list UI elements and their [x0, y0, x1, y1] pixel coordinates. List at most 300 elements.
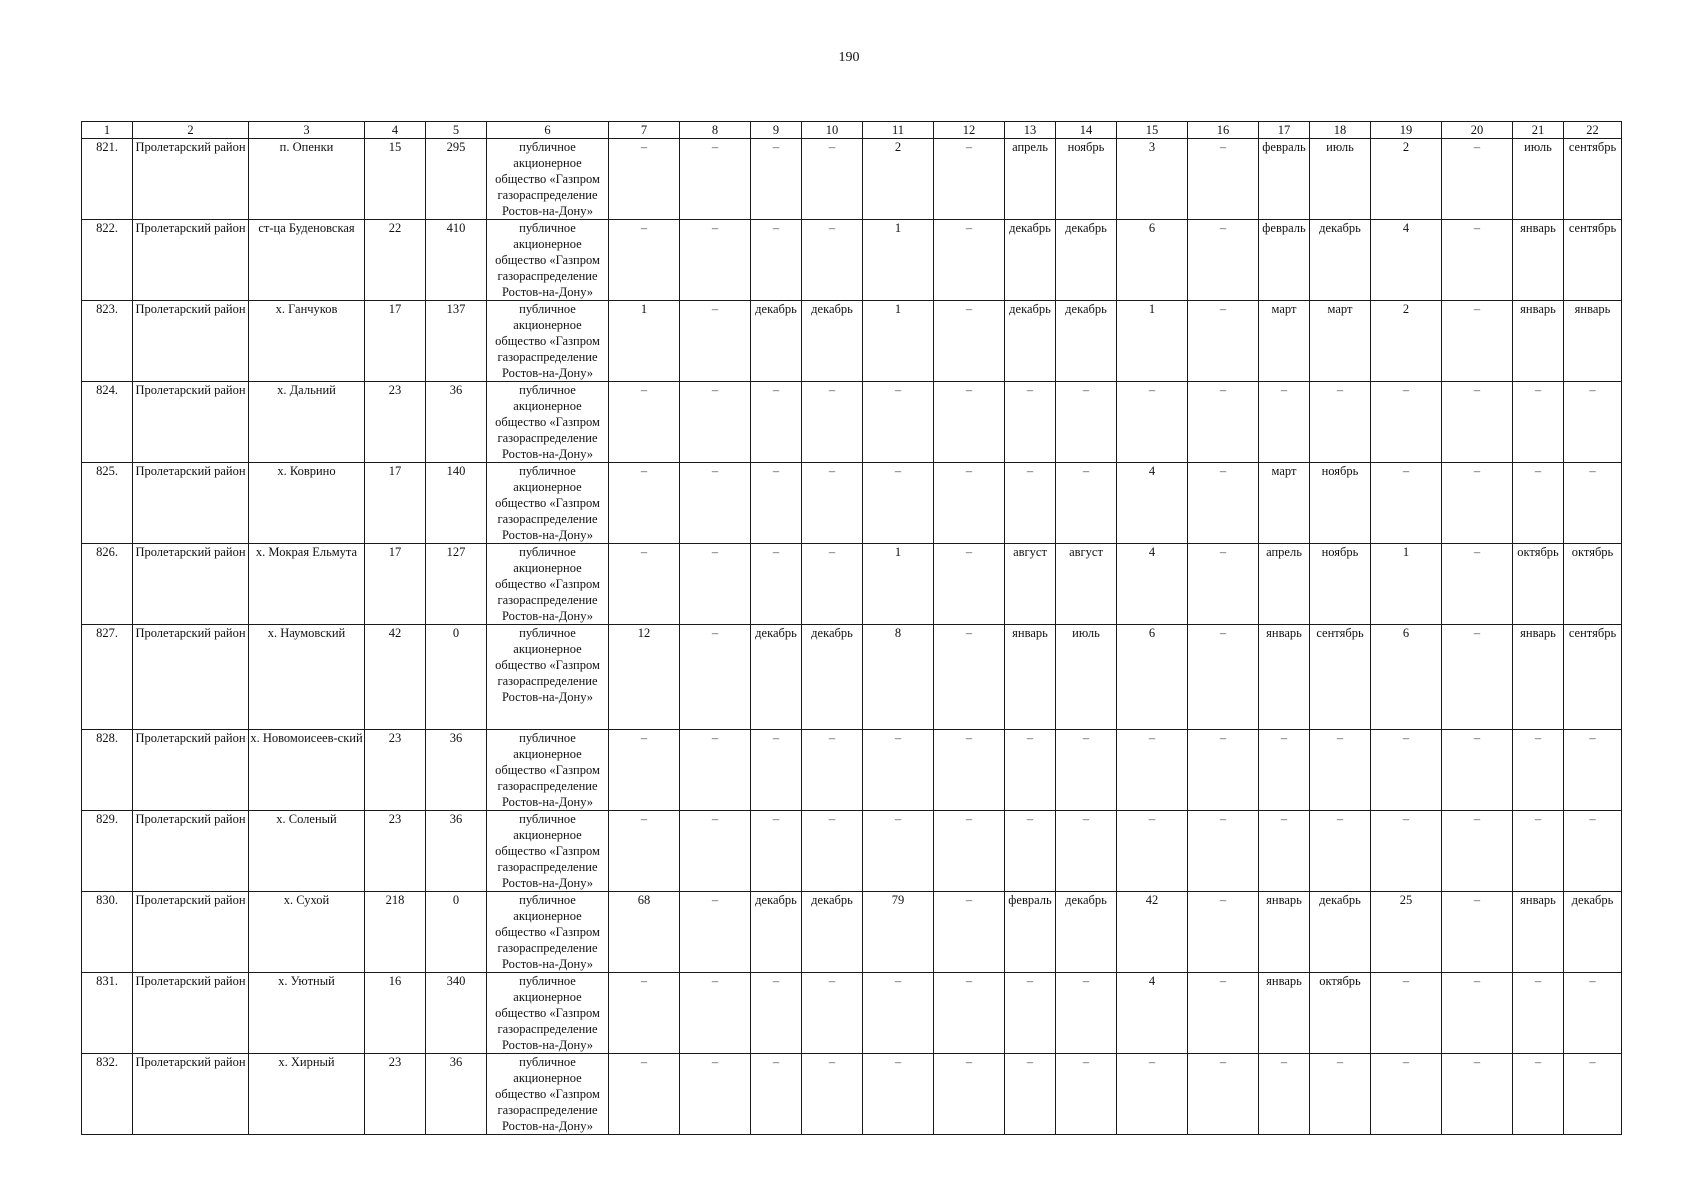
col-4-value-cell: 23	[365, 382, 426, 463]
col-12-value-cell: –	[934, 892, 1005, 973]
col-10-value-cell: –	[802, 973, 863, 1054]
col-20-value-cell: –	[1442, 463, 1513, 544]
col-15-value-cell: 6	[1117, 220, 1188, 301]
col-7-value-cell: –	[609, 973, 680, 1054]
col-4-value-cell: 218	[365, 892, 426, 973]
table-body	[82, 122, 1622, 1135]
col-5-value-cell: 36	[426, 811, 487, 892]
col-14-value-cell: июль	[1056, 625, 1117, 730]
col-9-value-cell: –	[751, 1054, 802, 1135]
column-header-2: 2	[133, 122, 249, 139]
col-15-value-cell: –	[1117, 382, 1188, 463]
district-cell: Пролетарский район	[133, 730, 249, 811]
col-18-value-cell: декабрь	[1310, 892, 1371, 973]
col-12-value-cell: –	[934, 220, 1005, 301]
col-16-value-cell: –	[1188, 301, 1259, 382]
col-19-value-cell: 4	[1371, 220, 1442, 301]
col-5-value-cell: 140	[426, 463, 487, 544]
col-18-value-cell: октябрь	[1310, 973, 1371, 1054]
col-19-value-cell: –	[1371, 382, 1442, 463]
col-14-value-cell: декабрь	[1056, 220, 1117, 301]
operator-cell: публичное акционерное общество «Газпром газораспределение Ростов-на-Дону»	[487, 544, 609, 625]
col-19-value-cell: 25	[1371, 892, 1442, 973]
col-16-value-cell: –	[1188, 892, 1259, 973]
col-13-value-cell: август	[1005, 544, 1056, 625]
col-10-value-cell: –	[802, 730, 863, 811]
page-number: 190	[838, 50, 860, 65]
col-11-value-cell: 1	[863, 301, 934, 382]
col-18-value-cell: декабрь	[1310, 220, 1371, 301]
col-8-value-cell: –	[680, 463, 751, 544]
col-11-value-cell: –	[863, 730, 934, 811]
col-7-value-cell: –	[609, 220, 680, 301]
table-row	[82, 301, 1622, 382]
col-10-value-cell: –	[802, 811, 863, 892]
col-10-value-cell: –	[802, 220, 863, 301]
col-16-value-cell: –	[1188, 220, 1259, 301]
col-16-value-cell: –	[1188, 625, 1259, 730]
column-header-7: 7	[609, 122, 680, 139]
col-15-value-cell: 42	[1117, 892, 1188, 973]
col-5-value-cell: 410	[426, 220, 487, 301]
col-14-value-cell: –	[1056, 730, 1117, 811]
column-header-9: 9	[751, 122, 802, 139]
col-21-value-cell: июль	[1513, 139, 1564, 220]
col-21-value-cell: январь	[1513, 220, 1564, 301]
col-19-value-cell: –	[1371, 811, 1442, 892]
column-header-12: 12	[934, 122, 1005, 139]
col-4-value-cell: 42	[365, 625, 426, 730]
column-header-18: 18	[1310, 122, 1371, 139]
col-22-value-cell: сентябрь	[1564, 220, 1622, 301]
col-5-value-cell: 36	[426, 1054, 487, 1135]
col-11-value-cell: 2	[863, 139, 934, 220]
table-row	[82, 892, 1622, 973]
col-7-value-cell: –	[609, 730, 680, 811]
col-18-value-cell: ноябрь	[1310, 463, 1371, 544]
col-8-value-cell: –	[680, 811, 751, 892]
col-14-value-cell: –	[1056, 382, 1117, 463]
table-row	[82, 1054, 1622, 1135]
operator-cell: публичное акционерное общество «Газпром газораспределение Ростов-на-Дону»	[487, 625, 609, 730]
col-22-value-cell: декабрь	[1564, 892, 1622, 973]
col-12-value-cell: –	[934, 811, 1005, 892]
operator-cell: публичное акционерное общество «Газпром газораспределение Ростов-на-Дону»	[487, 139, 609, 220]
col-13-value-cell: –	[1005, 811, 1056, 892]
col-14-value-cell: –	[1056, 973, 1117, 1054]
operator-cell: публичное акционерное общество «Газпром газораспределение Ростов-на-Дону»	[487, 811, 609, 892]
settlement-cell: п. Опенки	[249, 139, 365, 220]
col-11-value-cell: –	[863, 811, 934, 892]
col-15-value-cell: 4	[1117, 973, 1188, 1054]
col-18-value-cell: –	[1310, 382, 1371, 463]
operator-cell: публичное акционерное общество «Газпром газораспределение Ростов-на-Дону»	[487, 301, 609, 382]
col-12-value-cell: –	[934, 139, 1005, 220]
col-21-value-cell: –	[1513, 811, 1564, 892]
operator-cell: публичное акционерное общество «Газпром газораспределение Ростов-на-Дону»	[487, 220, 609, 301]
settlement-cell: х. Ганчуков	[249, 301, 365, 382]
column-header-8: 8	[680, 122, 751, 139]
col-21-value-cell: январь	[1513, 892, 1564, 973]
col-15-value-cell: 4	[1117, 544, 1188, 625]
column-header-20: 20	[1442, 122, 1513, 139]
col-17-value-cell: январь	[1259, 625, 1310, 730]
col-16-value-cell: –	[1188, 139, 1259, 220]
col-13-value-cell: декабрь	[1005, 301, 1056, 382]
district-cell: Пролетарский район	[133, 544, 249, 625]
col-12-value-cell: –	[934, 463, 1005, 544]
col-18-value-cell: –	[1310, 1054, 1371, 1135]
col-9-value-cell: –	[751, 139, 802, 220]
col-16-value-cell: –	[1188, 382, 1259, 463]
col-10-value-cell: –	[802, 463, 863, 544]
col-9-value-cell: –	[751, 973, 802, 1054]
col-17-value-cell: –	[1259, 382, 1310, 463]
col-17-value-cell: –	[1259, 730, 1310, 811]
district-cell: Пролетарский район	[133, 625, 249, 730]
col-16-value-cell: –	[1188, 811, 1259, 892]
col-7-value-cell: –	[609, 811, 680, 892]
col-4-value-cell: 22	[365, 220, 426, 301]
col-5-value-cell: 0	[426, 625, 487, 730]
col-10-value-cell: декабрь	[802, 625, 863, 730]
col-15-value-cell: 3	[1117, 139, 1188, 220]
col-15-value-cell: 1	[1117, 301, 1188, 382]
col-14-value-cell: –	[1056, 463, 1117, 544]
col-22-value-cell: сентябрь	[1564, 139, 1622, 220]
col-11-value-cell: 8	[863, 625, 934, 730]
row-number-cell: 825.	[82, 463, 133, 544]
col-18-value-cell: июль	[1310, 139, 1371, 220]
col-19-value-cell: –	[1371, 730, 1442, 811]
col-20-value-cell: –	[1442, 730, 1513, 811]
col-22-value-cell: октябрь	[1564, 544, 1622, 625]
operator-cell: публичное акционерное общество «Газпром газораспределение Ростов-на-Дону»	[487, 730, 609, 811]
col-17-value-cell: февраль	[1259, 220, 1310, 301]
col-20-value-cell: –	[1442, 382, 1513, 463]
col-10-value-cell: –	[802, 1054, 863, 1135]
col-8-value-cell: –	[680, 220, 751, 301]
col-5-value-cell: 127	[426, 544, 487, 625]
table-row	[82, 382, 1622, 463]
col-17-value-cell: январь	[1259, 892, 1310, 973]
col-21-value-cell: –	[1513, 1054, 1564, 1135]
col-10-value-cell: –	[802, 139, 863, 220]
col-4-value-cell: 16	[365, 973, 426, 1054]
col-15-value-cell: –	[1117, 1054, 1188, 1135]
row-number-cell: 830.	[82, 892, 133, 973]
col-13-value-cell: –	[1005, 973, 1056, 1054]
district-cell: Пролетарский район	[133, 1054, 249, 1135]
column-header-19: 19	[1371, 122, 1442, 139]
col-7-value-cell: –	[609, 544, 680, 625]
col-17-value-cell: январь	[1259, 973, 1310, 1054]
row-number-cell: 831.	[82, 973, 133, 1054]
column-header-3: 3	[249, 122, 365, 139]
col-21-value-cell: октябрь	[1513, 544, 1564, 625]
settlement-cell: х. Наумовский	[249, 625, 365, 730]
col-21-value-cell: январь	[1513, 625, 1564, 730]
col-13-value-cell: декабрь	[1005, 220, 1056, 301]
col-5-value-cell: 295	[426, 139, 487, 220]
col-4-value-cell: 15	[365, 139, 426, 220]
col-14-value-cell: –	[1056, 811, 1117, 892]
col-19-value-cell: –	[1371, 973, 1442, 1054]
col-21-value-cell: –	[1513, 973, 1564, 1054]
col-17-value-cell: март	[1259, 463, 1310, 544]
col-8-value-cell: –	[680, 892, 751, 973]
col-10-value-cell: декабрь	[802, 892, 863, 973]
col-11-value-cell: 1	[863, 220, 934, 301]
col-5-value-cell: 137	[426, 301, 487, 382]
col-7-value-cell: –	[609, 382, 680, 463]
col-16-value-cell: –	[1188, 1054, 1259, 1135]
col-4-value-cell: 17	[365, 544, 426, 625]
col-4-value-cell: 17	[365, 301, 426, 382]
column-header-10: 10	[802, 122, 863, 139]
operator-cell: публичное акционерное общество «Газпром газораспределение Ростов-на-Дону»	[487, 1054, 609, 1135]
col-4-value-cell: 23	[365, 1054, 426, 1135]
row-number-cell: 824.	[82, 382, 133, 463]
column-header-15: 15	[1117, 122, 1188, 139]
col-20-value-cell: –	[1442, 625, 1513, 730]
column-header-21: 21	[1513, 122, 1564, 139]
col-10-value-cell: –	[802, 382, 863, 463]
col-5-value-cell: 36	[426, 382, 487, 463]
col-9-value-cell: –	[751, 220, 802, 301]
operator-cell: публичное акционерное общество «Газпром газораспределение Ростов-на-Дону»	[487, 973, 609, 1054]
col-9-value-cell: декабрь	[751, 301, 802, 382]
col-12-value-cell: –	[934, 625, 1005, 730]
col-16-value-cell: –	[1188, 544, 1259, 625]
table-row	[82, 625, 1622, 730]
col-9-value-cell: декабрь	[751, 892, 802, 973]
col-13-value-cell: февраль	[1005, 892, 1056, 973]
col-7-value-cell: 1	[609, 301, 680, 382]
column-header-5: 5	[426, 122, 487, 139]
col-13-value-cell: –	[1005, 463, 1056, 544]
col-19-value-cell: –	[1371, 463, 1442, 544]
col-18-value-cell: март	[1310, 301, 1371, 382]
column-header-11: 11	[863, 122, 934, 139]
col-17-value-cell: –	[1259, 811, 1310, 892]
col-9-value-cell: декабрь	[751, 625, 802, 730]
col-19-value-cell: 1	[1371, 544, 1442, 625]
col-22-value-cell: –	[1564, 382, 1622, 463]
col-10-value-cell: –	[802, 544, 863, 625]
table-row	[82, 730, 1622, 811]
col-17-value-cell: март	[1259, 301, 1310, 382]
col-4-value-cell: 17	[365, 463, 426, 544]
col-9-value-cell: –	[751, 544, 802, 625]
table-row	[82, 973, 1622, 1054]
operator-cell: публичное акционерное общество «Газпром газораспределение Ростов-на-Дону»	[487, 892, 609, 973]
col-20-value-cell: –	[1442, 973, 1513, 1054]
district-cell: Пролетарский район	[133, 220, 249, 301]
col-19-value-cell: –	[1371, 1054, 1442, 1135]
col-8-value-cell: –	[680, 382, 751, 463]
row-number-cell: 829.	[82, 811, 133, 892]
col-22-value-cell: январь	[1564, 301, 1622, 382]
column-header-4: 4	[365, 122, 426, 139]
col-8-value-cell: –	[680, 1054, 751, 1135]
col-5-value-cell: 340	[426, 973, 487, 1054]
operator-cell: публичное акционерное общество «Газпром газораспределение Ростов-на-Дону»	[487, 382, 609, 463]
col-15-value-cell: 6	[1117, 625, 1188, 730]
row-number-cell: 832.	[82, 1054, 133, 1135]
col-17-value-cell: апрель	[1259, 544, 1310, 625]
col-8-value-cell: –	[680, 625, 751, 730]
col-21-value-cell: –	[1513, 730, 1564, 811]
col-21-value-cell: –	[1513, 382, 1564, 463]
col-14-value-cell: –	[1056, 1054, 1117, 1135]
col-20-value-cell: –	[1442, 892, 1513, 973]
col-7-value-cell: –	[609, 1054, 680, 1135]
col-19-value-cell: 2	[1371, 301, 1442, 382]
col-13-value-cell: апрель	[1005, 139, 1056, 220]
col-12-value-cell: –	[934, 730, 1005, 811]
col-9-value-cell: –	[751, 382, 802, 463]
table-row	[82, 220, 1622, 301]
settlement-cell: х. Новомоисеев-ский	[249, 730, 365, 811]
col-4-value-cell: 23	[365, 811, 426, 892]
col-18-value-cell: ноябрь	[1310, 544, 1371, 625]
col-15-value-cell: 4	[1117, 463, 1188, 544]
col-17-value-cell: –	[1259, 1054, 1310, 1135]
col-4-value-cell: 23	[365, 730, 426, 811]
col-20-value-cell: –	[1442, 544, 1513, 625]
col-11-value-cell: 79	[863, 892, 934, 973]
col-12-value-cell: –	[934, 301, 1005, 382]
col-12-value-cell: –	[934, 973, 1005, 1054]
col-13-value-cell: январь	[1005, 625, 1056, 730]
col-12-value-cell: –	[934, 382, 1005, 463]
col-7-value-cell: –	[609, 139, 680, 220]
col-7-value-cell: 68	[609, 892, 680, 973]
col-22-value-cell: –	[1564, 730, 1622, 811]
col-9-value-cell: –	[751, 730, 802, 811]
col-18-value-cell: –	[1310, 811, 1371, 892]
settlement-cell: х. Сухой	[249, 892, 365, 973]
district-cell: Пролетарский район	[133, 973, 249, 1054]
gasification-table	[81, 121, 1622, 1135]
col-8-value-cell: –	[680, 301, 751, 382]
row-number-cell: 827.	[82, 625, 133, 730]
settlement-cell: х. Мокрая Ельмута	[249, 544, 365, 625]
row-number-cell: 828.	[82, 730, 133, 811]
column-header-16: 16	[1188, 122, 1259, 139]
col-22-value-cell: –	[1564, 463, 1622, 544]
row-number-cell: 821.	[82, 139, 133, 220]
col-20-value-cell: –	[1442, 1054, 1513, 1135]
col-14-value-cell: декабрь	[1056, 892, 1117, 973]
col-11-value-cell: –	[863, 382, 934, 463]
col-18-value-cell: сентябрь	[1310, 625, 1371, 730]
col-22-value-cell: сентябрь	[1564, 625, 1622, 730]
col-9-value-cell: –	[751, 811, 802, 892]
col-10-value-cell: декабрь	[802, 301, 863, 382]
col-14-value-cell: ноябрь	[1056, 139, 1117, 220]
col-8-value-cell: –	[680, 973, 751, 1054]
col-20-value-cell: –	[1442, 139, 1513, 220]
settlement-cell: х. Соленый	[249, 811, 365, 892]
column-header-1: 1	[82, 122, 133, 139]
col-8-value-cell: –	[680, 544, 751, 625]
col-22-value-cell: –	[1564, 811, 1622, 892]
settlement-cell: х. Уютный	[249, 973, 365, 1054]
col-21-value-cell: январь	[1513, 301, 1564, 382]
col-19-value-cell: 6	[1371, 625, 1442, 730]
col-15-value-cell: –	[1117, 811, 1188, 892]
col-11-value-cell: 1	[863, 544, 934, 625]
col-13-value-cell: –	[1005, 730, 1056, 811]
col-20-value-cell: –	[1442, 220, 1513, 301]
district-cell: Пролетарский район	[133, 382, 249, 463]
col-15-value-cell: –	[1117, 730, 1188, 811]
column-number-row	[82, 122, 1622, 139]
settlement-cell: ст-ца Буденовская	[249, 220, 365, 301]
col-13-value-cell: –	[1005, 1054, 1056, 1135]
column-header-17: 17	[1259, 122, 1310, 139]
district-cell: Пролетарский район	[133, 811, 249, 892]
col-8-value-cell: –	[680, 139, 751, 220]
col-12-value-cell: –	[934, 544, 1005, 625]
col-11-value-cell: –	[863, 463, 934, 544]
row-number-cell: 826.	[82, 544, 133, 625]
row-number-cell: 823.	[82, 301, 133, 382]
column-header-14: 14	[1056, 122, 1117, 139]
row-number-cell: 822.	[82, 220, 133, 301]
col-22-value-cell: –	[1564, 1054, 1622, 1135]
col-14-value-cell: декабрь	[1056, 301, 1117, 382]
col-13-value-cell: –	[1005, 382, 1056, 463]
col-19-value-cell: 2	[1371, 139, 1442, 220]
col-20-value-cell: –	[1442, 811, 1513, 892]
col-17-value-cell: февраль	[1259, 139, 1310, 220]
col-7-value-cell: –	[609, 463, 680, 544]
column-header-13: 13	[1005, 122, 1056, 139]
district-cell: Пролетарский район	[133, 301, 249, 382]
col-22-value-cell: –	[1564, 973, 1622, 1054]
col-11-value-cell: –	[863, 1054, 934, 1135]
table-row	[82, 811, 1622, 892]
column-header-22: 22	[1564, 122, 1622, 139]
table-row	[82, 544, 1622, 625]
settlement-cell: х. Коврино	[249, 463, 365, 544]
table-row	[82, 463, 1622, 544]
col-21-value-cell: –	[1513, 463, 1564, 544]
district-cell: Пролетарский район	[133, 463, 249, 544]
col-8-value-cell: –	[680, 730, 751, 811]
col-12-value-cell: –	[934, 1054, 1005, 1135]
col-5-value-cell: 36	[426, 730, 487, 811]
settlement-cell: х. Хирный	[249, 1054, 365, 1135]
operator-cell: публичное акционерное общество «Газпром газораспределение Ростов-на-Дону»	[487, 463, 609, 544]
col-18-value-cell: –	[1310, 730, 1371, 811]
col-5-value-cell: 0	[426, 892, 487, 973]
column-header-6: 6	[487, 122, 609, 139]
table-row	[82, 139, 1622, 220]
col-7-value-cell: 12	[609, 625, 680, 730]
col-14-value-cell: август	[1056, 544, 1117, 625]
col-16-value-cell: –	[1188, 730, 1259, 811]
district-cell: Пролетарский район	[133, 892, 249, 973]
col-20-value-cell: –	[1442, 301, 1513, 382]
col-16-value-cell: –	[1188, 463, 1259, 544]
col-11-value-cell: –	[863, 973, 934, 1054]
col-16-value-cell: –	[1188, 973, 1259, 1054]
district-cell: Пролетарский район	[133, 139, 249, 220]
